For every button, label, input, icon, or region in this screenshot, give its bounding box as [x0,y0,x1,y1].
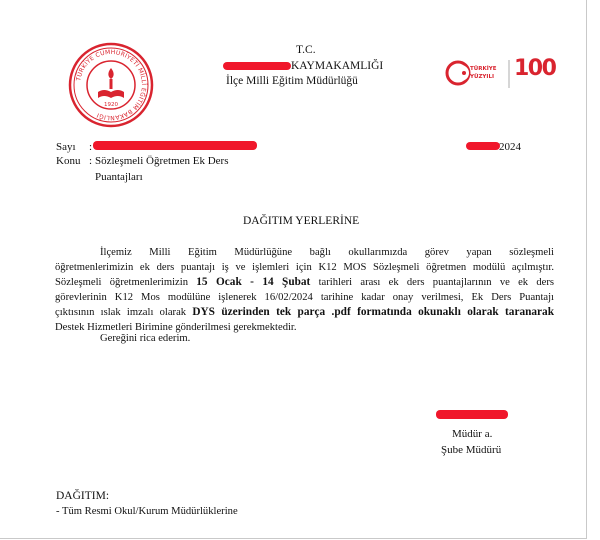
redaction-date [466,142,500,150]
svg-text:TÜRKİYE CUMHURİYETİ MİLLÎ EĞİT: TÜRKİYE CUMHURİYETİ MİLLÎ EĞİTİM BAKANLIĞI [75,48,148,122]
logo-word-turkiye: TÜRKİYE [470,66,497,72]
body-line-3: Sözleşmeli öğretmenlerimizin 15 Ocak - 14 Şubat tarihleri arası ek ders puantajlarının ve ek ders [55,276,555,289]
distribution-item: - Tüm Resmi Okul/Kurum Müdürlüklerine [56,506,238,517]
date-year: 2024 [499,141,521,153]
dys-instruction-bold: DYS üzerinden tek parça .pdf formatında okunaklı olarak taranarak [192,306,554,319]
sayi-sep: : [89,141,93,153]
logo-word-yuzyili: YÜZYILI [470,74,495,80]
konu-line2: Puantajları [95,171,143,183]
header-kaymakamlik: KAYMAKAMLIĞI [291,60,384,72]
svg-text:1920: 1920 [104,102,118,108]
body-paragraph [55,246,554,336]
meb-seal-logo [68,42,154,128]
signature-role1: Müdür a. [452,428,493,440]
konu-line1: Sözleşmeli Öğretmen Ek Ders [95,155,229,167]
konu-sep: : [89,155,93,167]
signature-role2: Şube Müdürü [441,444,502,456]
logo-number-100: 100 [514,56,556,81]
body-line-1: İlçemiz Milli Eğitim Müdürlüğüne bağlı okullarımızda görev yapan sözleşmeli [100,247,554,258]
redaction-sayi [93,141,257,150]
konu-label: Konu [56,155,81,167]
body-line-2: öğretmenlerimizin ek ders puantajı iş ve işlemleri için K12 MOS Sözleşmeli öğretmen modülü açılmıştır. [55,261,554,273]
body-line-6: Destek Hizmetleri Birimine gönderilmesi gerekmektedir. [55,321,297,333]
redaction-city [223,62,291,70]
body-line-5: çıktısının ıslak imzalı olarak DYS üzerinden tek parça .pdf formatında okunaklı olarak taranarak [55,306,554,319]
distribution-title: DAĞITIM: [56,490,110,502]
header-directorate: İlçe Milli Eğitim Müdürlüğü [226,75,358,87]
date-range-bold: 15 Ocak - 14 Şubat [196,276,311,289]
body-line-4: görevlerinin K12 Mos modülüne işlenerek 16/02/2024 tarihine kadar onay verilmesi, Ek Ders Puantajı [55,291,554,303]
document-title: DAĞITIM YERLERİNE [243,215,360,227]
redaction-signatory [436,410,508,419]
sayi-label: Sayı [56,141,76,153]
header-tc: T.C. [296,44,316,56]
closing-line: Gereğini rica ederim. [100,333,191,344]
